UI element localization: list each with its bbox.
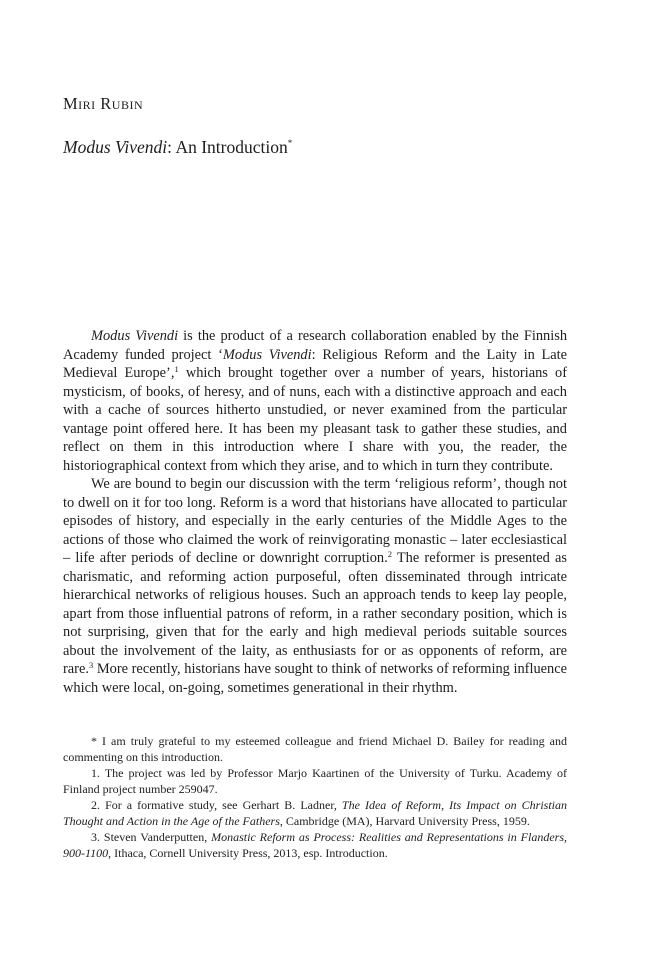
title-footnote-mark: * <box>287 138 293 148</box>
footnote-ref-1: 1 <box>174 364 179 374</box>
title-italic: Modus Vivendi <box>63 137 168 157</box>
fn2-text-b: , Cambridge (MA), Harvard University Press, 1959. <box>279 814 530 828</box>
footnote-2 <box>63 797 567 829</box>
footnote-ref-3: 3 <box>88 660 94 670</box>
body-text <box>63 327 567 697</box>
fn2-text-a: 2. For a formative study, see Gerhart B. Ladner, <box>91 798 342 812</box>
p1-text-a: is the product of a research collaboration enabled by the Finnish Academy funded project ‘ <box>63 328 568 363</box>
p1-text-c: which brought together over a number of years, historians of mysticism, of books, of heresy, and of nuns, each with a distinctive approach and each with a cache of sources hitherto unstudied, or never examined from the particular vantage point offered here. It has been my pleasant task to gather these studies, and reflect on them in this introduction where I share with you, the reader, the historiographical context from which they arise, and to which in turn they contribute. <box>63 365 568 474</box>
p1-text-b: : Religious Reform and the Laity in Late Medieval Europe’, <box>63 346 568 381</box>
chapter-title <box>63 137 292 158</box>
footnote-3 <box>63 829 567 861</box>
footnote-ref-2: 2 <box>387 549 392 559</box>
fn3-italic: Monastic Reform as Process: Realities and Representations in Flanders, 900-1100 <box>63 830 567 860</box>
p2-text-a: We are bound to begin our discussion with the term ‘religious reform’, though not to dwell on it for too long. Reform is a word that historians have allocated to particular episodes of history, and especially in the early centuries of the Middle Ages to the actions of those who claimed the work of reinvigorating monastic – later ecclesiastical – life after periods of decline or downright corruption. <box>63 476 567 566</box>
footnote-1: 1. The project was led by Professor Marjo Kaartinen of the University of Turku. Academy of Finland project number 259047. <box>63 766 567 796</box>
p2-text-b: The reformer is presented as charismatic, and reforming action purposeful, often disseminated through intricate hierarchical networks of religious houses. Such an approach tends to keep lay people, apart from those influential patrons of reform, in a rather secondary position, which is not surprising, given that for the early and high medieval periods suitable sources about the involvement of the laity, as enthusiasts for or as opponents of reform, are rare. <box>63 550 567 677</box>
paragraph-1 <box>63 327 567 475</box>
fn2-italic: The Idea of Reform, Its Impact on Christian Thought and Action in the Age of the Fathers <box>63 798 567 828</box>
p1-italic-1: Modus Vivendi <box>91 328 179 344</box>
p2-text-c: More recently, historians have sought to think of networks of reforming influence which were local, on-going, sometimes generational in their rhythm. <box>63 661 567 696</box>
title-rest: : An Introduction <box>167 137 288 157</box>
fn3-text-a: 3. Steven Vanderputten, <box>91 830 212 844</box>
footnotes <box>63 733 567 861</box>
author-name: Miri Rubin <box>63 94 144 113</box>
footnote-star: * I am truly grateful to my esteemed colleague and friend Michael D. Bailey for reading and commenting on this introduction. <box>63 734 567 764</box>
paragraph-2 <box>63 475 567 697</box>
fn3-text-b: , Ithaca, Cornell University Press, 2013, esp. Introduction. <box>108 846 388 860</box>
p1-italic-2: Modus Vivendi <box>222 346 312 363</box>
